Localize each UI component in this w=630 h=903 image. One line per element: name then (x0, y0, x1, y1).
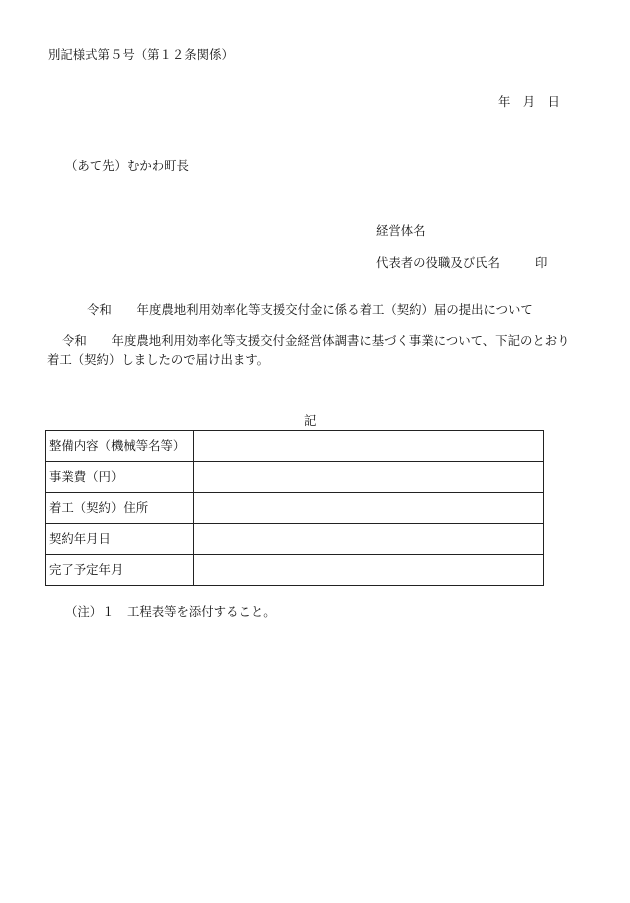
business-name-label: 経営体名 (376, 223, 426, 238)
document-title: 令和 年度農地利用効率化等支援交付金に係る着工（契約）届の提出について (87, 302, 533, 317)
row-label: 事業費（円） (46, 462, 194, 493)
table-row (46, 524, 544, 555)
row-label: 着工（契約）住所 (46, 493, 194, 524)
section-mark: 記 (304, 413, 317, 428)
row-value-cell (194, 493, 544, 524)
row-value-cell (194, 524, 544, 555)
row-label: 契約年月日 (46, 524, 194, 555)
table-row (46, 462, 544, 493)
footnote: （注）１ 工程表等を添付すること。 (65, 604, 276, 619)
row-value-cell (194, 555, 544, 586)
row-label: 整備内容（機械等名等） (46, 431, 194, 462)
row-value-cell (194, 462, 544, 493)
details-table (45, 430, 544, 586)
table-row (46, 431, 544, 462)
seal-mark: 印 (535, 255, 548, 270)
representative-label: 代表者の役職及び氏名 (376, 255, 500, 270)
row-value-cell (194, 431, 544, 462)
table-row (46, 493, 544, 524)
addressee: （あて先）むかわ町長 (65, 158, 189, 173)
form-number: 別記様式第５号（第１２条関係） (48, 47, 234, 62)
table-row (46, 555, 544, 586)
date-line: 年 月 日 (498, 94, 560, 109)
body-text-line-1: 令和 年度農地利用効率化等支援交付金経営体調書に基づく事業について、下記のとおり (62, 333, 570, 348)
body-text-line-2: 着工（契約）しましたので届け出ます。 (47, 352, 270, 367)
row-label: 完了予定年月 (46, 555, 194, 586)
